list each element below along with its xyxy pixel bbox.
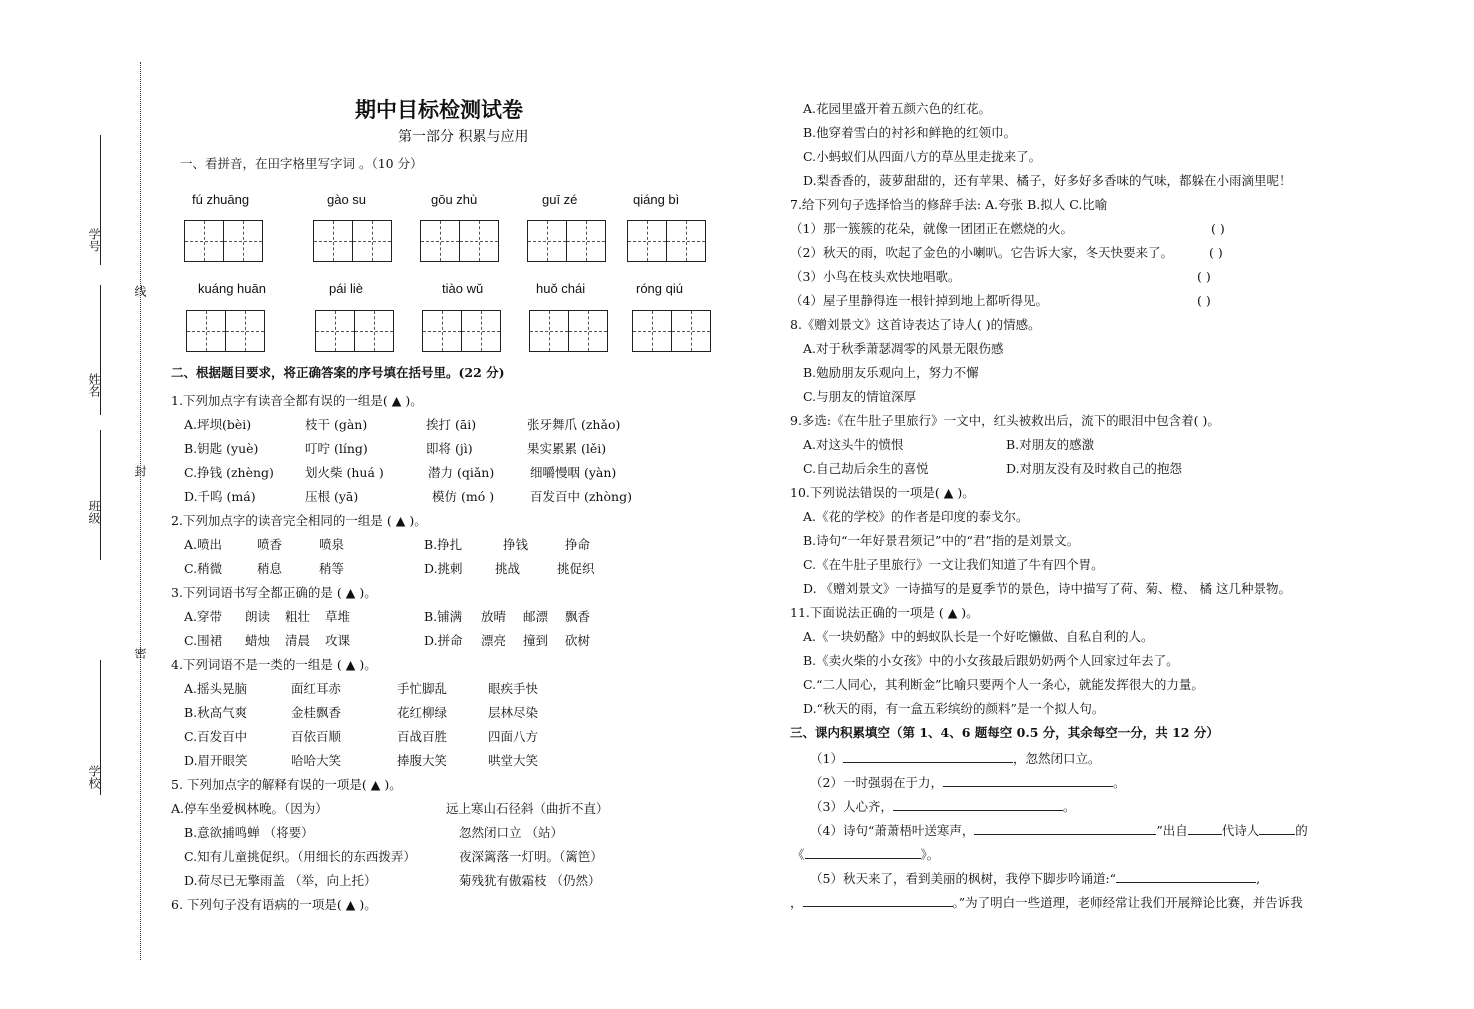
q1-option: 即将 (jì): [426, 441, 473, 456]
q3-option: 朗读: [245, 609, 271, 624]
q10-option: A.《花的学校》的作者是印度的泰戈尔。: [803, 509, 1029, 524]
q5-stem: 5. 下列加点字的解释有误的一项是( ▲ )。: [171, 777, 402, 792]
q8-option: C.与朋友的情谊深厚: [803, 389, 917, 404]
page-title: 期中目标检测试卷: [355, 98, 523, 122]
q2-option: 挑战: [495, 561, 521, 576]
q4-option: 四面八方: [488, 729, 539, 744]
q11-option: C.“二人同心，其利断金”比喻只要两个人一条心，就能发挥很大的力量。: [803, 677, 1204, 692]
pinyin: gōu zhù: [431, 192, 478, 207]
q1-option: 细嚼慢咽 (yàn): [530, 465, 617, 480]
q5-option: 忽然闭口立 （站）: [459, 825, 563, 840]
q9-option: B.对朋友的感激: [1006, 437, 1095, 452]
binding-dotted-line: [140, 62, 141, 960]
q3-option: 漂亮: [481, 633, 507, 648]
pinyin: fú zhuāng: [192, 192, 250, 207]
q3-option: 飘香: [565, 609, 591, 624]
q11-option: A.《一块奶酪》中的蚂蚁队长是一个好吃懒做、自私自利的人。: [803, 629, 1154, 644]
pinyin: qiáng bì: [633, 192, 680, 207]
q3-option: 粗壮: [285, 609, 311, 624]
q7-answer[interactable]: ( ): [1211, 221, 1225, 236]
q9-option: C.自己劫后余生的喜悦: [803, 461, 929, 476]
tian-grid[interactable]: [184, 220, 263, 262]
q6-option: B.他穿着雪白的衬衫和鲜艳的红领巾。: [803, 125, 1017, 140]
tian-grid[interactable]: [632, 310, 711, 352]
tian-grid[interactable]: [422, 310, 501, 352]
q9-stem: 9.多选:《在牛肚子里旅行》一文中，红头被救出后，流下的眼泪中包含着( )。: [790, 413, 1220, 428]
tian-grid[interactable]: [527, 220, 606, 262]
q2-option: C.稍微: [184, 561, 223, 576]
fill-blank[interactable]: [843, 750, 1013, 763]
label-class: 班级: [87, 500, 101, 524]
tian-grid[interactable]: [313, 220, 392, 262]
q7-answer[interactable]: ( ): [1209, 245, 1223, 260]
fill-blank[interactable]: [803, 894, 953, 907]
q4-option: 百依百顺: [291, 729, 342, 744]
q4-option: 层林尽染: [488, 705, 539, 720]
q5-option: 夜深篱落一灯明。（篱笆）: [459, 849, 603, 864]
fill-blank[interactable]: [1188, 822, 1222, 835]
label-student-id: 学号: [87, 228, 101, 252]
q10-option: D. 《赠刘景文》一诗描写的是夏季节的景色，诗中描写了荷、菊、橙、 橘 这几种景物。: [803, 581, 1291, 596]
q4-option: 金桂飘香: [291, 705, 342, 720]
q11-stem: 11.下面说法正确的一项是 ( ▲ )。: [790, 605, 979, 620]
fill-blank[interactable]: [1259, 822, 1295, 835]
q2-option: 稍息: [257, 561, 283, 576]
fill-blank[interactable]: [1116, 870, 1256, 883]
pinyin: pái liè: [329, 281, 363, 296]
q1-option: A.坪坝(bèi): [184, 417, 252, 432]
q8-option: B.勉励朋友乐观向上，努力不懈: [803, 365, 979, 380]
q3-option: C.围裙: [184, 633, 223, 648]
tian-grid[interactable]: [315, 310, 394, 352]
section2-heading: 二、根据题目要求，将正确答案的序号填在括号里。(22 分): [171, 365, 505, 380]
section3-heading: 三、课内积累填空（第 1、4、6 题每空 0.5 分，其余每空一分，共 12 分）: [790, 725, 1219, 740]
q2-stem: 2.下列加点字的读音完全相同的一组是 ( ▲ )。: [171, 513, 427, 528]
q7-item: （2）秋天的雨，吹起了金色的小喇叭。它告诉大家，冬天快要来了。: [790, 245, 1173, 260]
q7-answer[interactable]: ( ): [1197, 293, 1211, 308]
pinyin: guī zé: [542, 192, 578, 207]
q3-option: A.穿带: [184, 609, 223, 624]
q7-answer[interactable]: ( ): [1197, 269, 1211, 284]
q1-option: 压根 (yā): [305, 489, 359, 504]
q7-item: （4）屋子里静得连一根针掉到地上都听得见。: [790, 293, 1048, 308]
section1-heading: 一、看拼音，在田字格里写字词 。（10 分）: [180, 156, 423, 171]
q5-option: 远上寒山石径斜（曲折不直）: [446, 801, 609, 816]
tian-grid[interactable]: [420, 220, 499, 262]
class-blank[interactable]: [100, 430, 101, 560]
q4-option: 手忙脚乱: [397, 681, 448, 696]
q4-option: 百战百胜: [397, 729, 448, 744]
fill-blank[interactable]: [974, 822, 1156, 835]
q4-option: 面红耳赤: [291, 681, 342, 696]
q10-option: C.《在牛肚子里旅行》一文让我们知道了牛有四个胃。: [803, 557, 1104, 572]
label-name: 姓名: [87, 373, 101, 397]
q4-option: 哄堂大笑: [488, 753, 539, 768]
q3-option: 砍树: [565, 633, 591, 648]
pinyin: tiào wǔ: [442, 281, 484, 296]
q2-option: B.挣扎: [424, 537, 463, 552]
q1-option: 划火柴 (huá ): [305, 465, 384, 480]
q1-option: 潜力 (qiǎn): [428, 465, 495, 480]
q3-option: D.拼命: [424, 633, 463, 648]
q1-stem: 1.下列加点字有读音全都有误的一组是( ▲ )。: [171, 393, 423, 408]
mark-secret: 密: [133, 647, 147, 659]
q4-option: C.百发百中: [184, 729, 248, 744]
q5-option: 菊残犹有傲霜枝 （仍然）: [459, 873, 601, 888]
q9-option: A.对这头牛的愤恨: [803, 437, 904, 452]
fill-blank[interactable]: [943, 774, 1113, 787]
q1-option: D.千呜 (má): [184, 489, 256, 504]
q1-option: 张牙舞爪 (zhǎo): [527, 417, 621, 432]
q4-option: 花红柳绿: [397, 705, 448, 720]
q3-option: 邮漂: [523, 609, 549, 624]
q3-option: 攻课: [325, 633, 351, 648]
tian-grid[interactable]: [186, 310, 265, 352]
q4-option: 捧腹大笑: [397, 753, 448, 768]
q3-option: 清晨: [285, 633, 311, 648]
q6-stem: 6. 下列句子没有语病的一项是( ▲ )。: [171, 897, 377, 912]
fill-item-2: （2）一时强弱在于力， 。: [810, 775, 1126, 790]
q3-option: 放晴: [481, 609, 507, 624]
tian-grid[interactable]: [529, 310, 608, 352]
q11-option: B.《卖火柴的小女孩》中的小女孩最后跟奶奶两个人回家过年去了。: [803, 653, 1179, 668]
q6-option: A.花园里盛开着五颜六色的红花。: [803, 101, 992, 116]
q5-option: B.意欲捕鸣蝉 （将要）: [184, 825, 314, 840]
q5-option: D.荷尽已无擎雨盖 （举，向上托）: [184, 873, 377, 888]
q1-option: 叮咛 (líng): [305, 441, 368, 456]
q6-option: D.梨香香的，菠萝甜甜的，还有苹果、橘子，好多好多香味的气味，都躲在小雨滴里呢！: [803, 173, 1292, 188]
q4-option: A.摇头晃脑: [184, 681, 248, 696]
q1-option: B.钥匙 (yuè): [184, 441, 259, 456]
q7-stem: 7.给下列句子选择恰当的修辞手法: A.夸张 B.拟人 C.比喻: [790, 197, 1108, 212]
q1-option: C.挣钱 (zhèng): [184, 465, 274, 480]
pinyin: róng qiú: [636, 281, 683, 296]
q9-option: D.对朋友没有及时救自己的抱怨: [1006, 461, 1183, 476]
q7-item: （1）那一簇簇的花朵，就像一团团正在燃烧的火。: [790, 221, 1073, 236]
mark-line: 线: [133, 285, 147, 297]
q1-option: 模仿 (mó ): [432, 489, 495, 504]
page-subtitle: 第一部分 积累与应用: [398, 129, 529, 145]
q2-option: 喷泉: [319, 537, 345, 552]
q8-stem: 8.《赠刘景文》这首诗表达了诗人( )的情感。: [790, 317, 1041, 332]
fill-blank[interactable]: [893, 798, 1063, 811]
q8-option: A.对于秋季萧瑟凋零的风景无限伤感: [803, 341, 1004, 356]
q1-option: 果实累累 (lěi): [527, 441, 607, 456]
fill-item-5b: ， 。”为了明白一些道理，老师经常让我们开展辩论比赛，并告诉我: [790, 895, 1303, 910]
q2-option: 稍等: [319, 561, 345, 576]
q4-stem: 4.下列词语不是一类的一组是 ( ▲ )。: [171, 657, 377, 672]
q3-option: B.铺满: [424, 609, 463, 624]
q2-option: 挑促织: [557, 561, 595, 576]
q1-option: 百发百中 (zhòng): [530, 489, 632, 504]
q2-option: 喷香: [257, 537, 283, 552]
fill-item-3: （3）人心齐， 。: [810, 799, 1076, 814]
q2-option: A.喷出: [184, 537, 223, 552]
q5-option: A.停车坐爱枫林晚。（因为）: [171, 801, 328, 816]
q3-option: 草堆: [325, 609, 351, 624]
q11-option: D.“秋天的雨，有一盒五彩缤纷的颜料”是一个拟人句。: [803, 701, 1105, 716]
q2-option: 挣钱: [503, 537, 529, 552]
q10-option: B.诗句“一年好景君须记”中的“君”指的是刘景文。: [803, 533, 1080, 548]
q6-option: C.小蚂蚁们从四面八方的草丛里走拢来了。: [803, 149, 1042, 164]
q4-option: 哈哈大笑: [291, 753, 342, 768]
q4-option: 眼疾手快: [488, 681, 539, 696]
mark-seal: 封: [133, 465, 147, 477]
q7-item: （3）小鸟在枝头欢快地唱歌。: [790, 269, 961, 284]
q3-option: 蜡烛: [245, 633, 271, 648]
fill-item-4: （4）诗句“萧萧梧叶送寒声， ”出自 代诗人 的: [810, 823, 1308, 838]
q2-option: 挣命: [565, 537, 591, 552]
fill-blank[interactable]: [805, 846, 921, 859]
fill-item-1: （1） ，忽然闭口立。: [810, 751, 1101, 766]
q10-stem: 10.下列说法错误的一项是( ▲ )。: [790, 485, 975, 500]
q3-option: 撞到: [523, 633, 549, 648]
fill-item-5: （5）秋天来了，看到美丽的枫树，我停下脚步吟诵道:“ ,: [810, 871, 1261, 886]
label-school: 学校: [87, 765, 101, 789]
pinyin: huǒ chái: [536, 281, 586, 296]
fill-item-4b: 《 》。: [792, 847, 940, 862]
q4-option: D.眉开眼笑: [184, 753, 248, 768]
tian-grid[interactable]: [627, 220, 706, 262]
pinyin: gào su: [327, 192, 367, 207]
q3-stem: 3.下列词语书写全都正确的是 ( ▲ )。: [171, 585, 377, 600]
q2-option: D.挑剌: [424, 561, 463, 576]
q5-option: C.知有儿童挑促织。（用细长的东西拨弄）: [184, 849, 416, 864]
q1-option: 挨打 (āi): [426, 417, 477, 432]
pinyin: kuáng huān: [198, 281, 266, 296]
q4-option: B.秋高气爽: [184, 705, 248, 720]
q1-option: 枝干 (gàn): [305, 417, 368, 432]
